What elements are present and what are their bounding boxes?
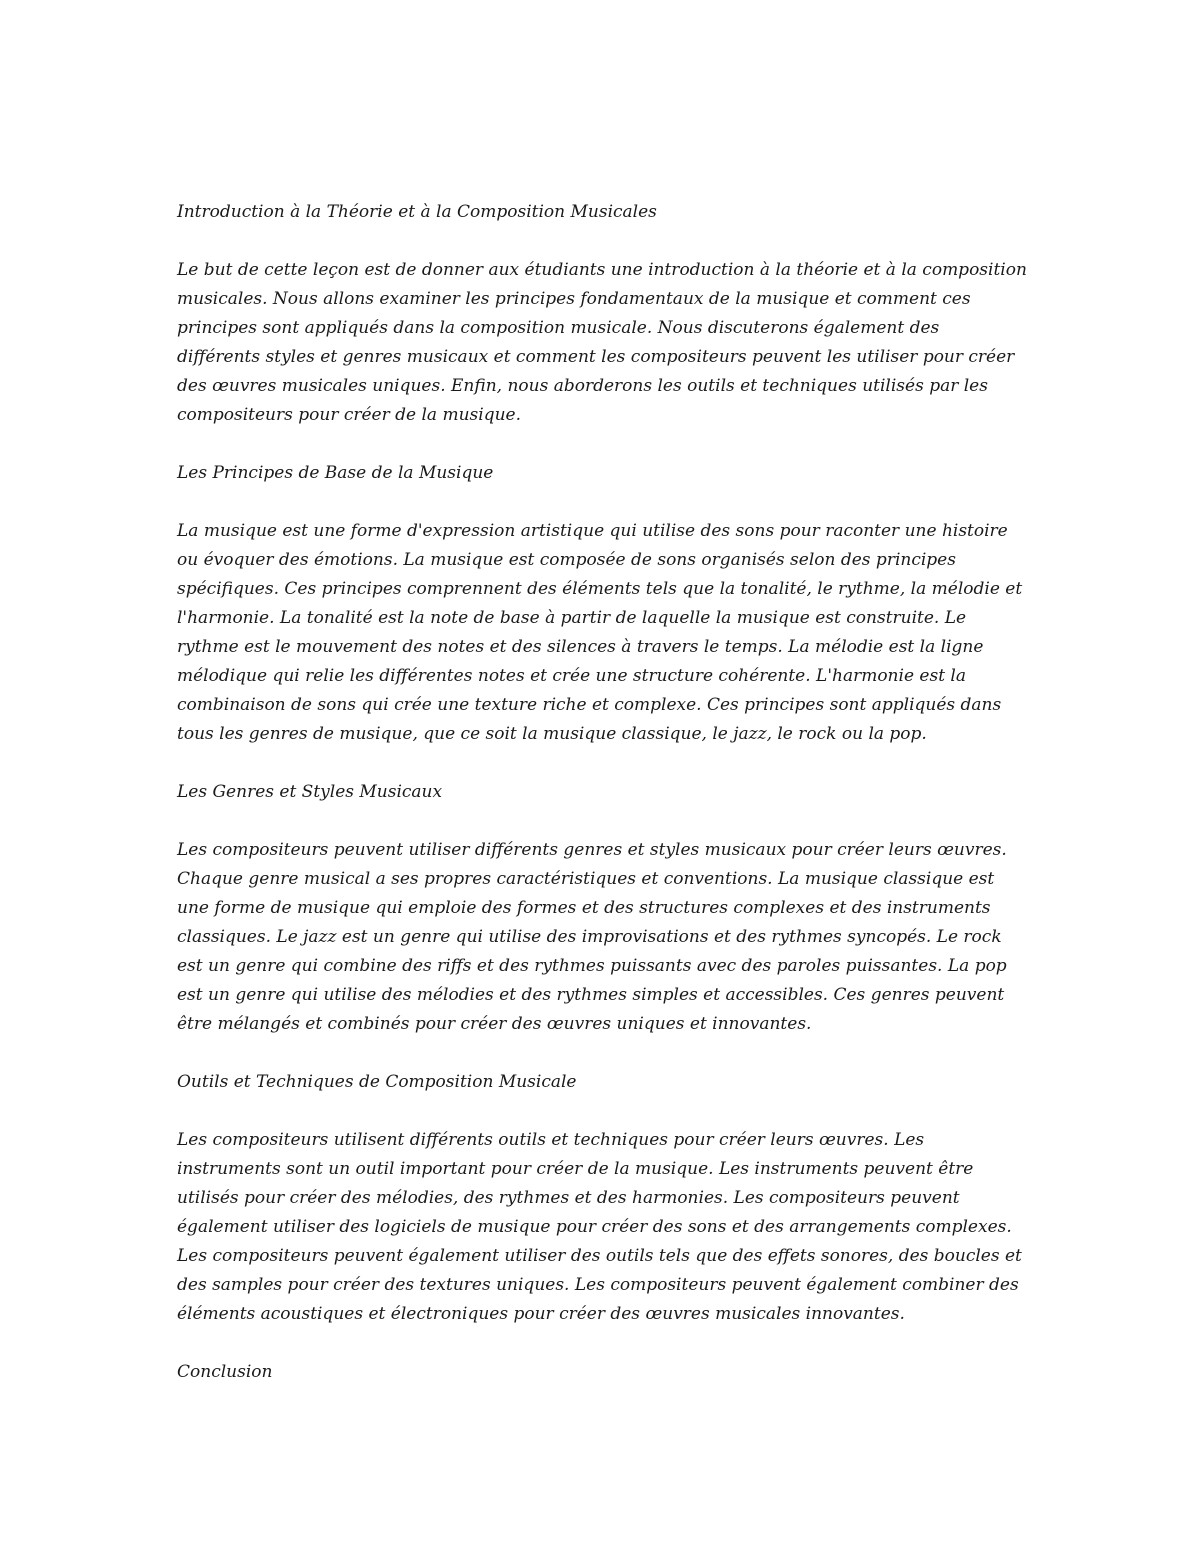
section-heading-outils: Outils et Techniques de Composition Musicale [177, 1072, 577, 1092]
intro-paragraph: Le but de cette leçon est de donner aux étudiants une introduction à la théorie et à la composition musicales. Nous allons examiner les principes fondamentaux de la musique et comment ces principes sont appliqués dans la composition musicale. Nous discuterons également des différents styles et genres musicaux et comment les compositeurs peuvent les utiliser pour créer des œuvres musicales uniques. Enfin, nous aborderons les outils et techniques utilisés par les compositeurs pour créer de la musique. [177, 260, 1027, 425]
section-body-principes: La musique est une forme d'expression artistique qui utilise des sons pour raconter une histoire ou évoquer des émotions. La musique est composée de sons organisés selon des principes spécifiques. Ces principes comprennent des éléments tels que la tonalité, le rythme, la mélodie et l'harmonie. La tonalité est la note de base à partir de laquelle la musique est construite. Le rythme est le mouvement des notes et des silences à travers le temps. La mélodie est la ligne mélodique qui relie les différentes notes et crée une structure cohérente. L'harmonie est la combinaison de sons qui crée une texture riche et complexe. Ces principes sont appliqués dans tous les genres de musique, que ce soit la musique classique, le jazz, le rock ou la pop. [177, 521, 1023, 744]
section-heading-principes: Les Principes de Base de la Musique [177, 463, 494, 483]
section-heading-conclusion: Conclusion [177, 1362, 273, 1382]
section-body-genres: Les compositeurs peuvent utiliser différents genres et styles musicaux pour créer leurs œuvres. Chaque genre musical a ses propres caractéristiques et conventions. La musique classique est une forme de musique qui emploie des formes et des structures complexes et des instruments classiques. Le jazz est un genre qui utilise des improvisations et des rythmes syncopés. Le rock est un genre qui combine des riffs et des rythmes puissants avec des paroles puissantes. La pop est un genre qui utilise des mélodies et des rythmes simples et accessibles. Ces genres peuvent être mélangés et combinés pour créer des œuvres uniques et innovantes. [177, 840, 1007, 1034]
document-body [177, 198, 1027, 1416]
section-body-outils: Les compositeurs utilisent différents outils et techniques pour créer leurs œuvres. Les instruments sont un outil important pour créer de la musique. Les instruments peuvent être utilisés pour créer des mélodies, des rythmes et des harmonies. Les compositeurs peuvent également utiliser des logiciels de musique pour créer des sons et des arrangements complexes. Les compositeurs peuvent également utiliser des outils tels que des effets sonores, des boucles et des samples pour créer des textures uniques. Les compositeurs peuvent également combiner des éléments acoustiques et électroniques pour créer des œuvres musicales innovantes. [177, 1130, 1022, 1324]
document-title: Introduction à la Théorie et à la Composition Musicales [177, 202, 657, 222]
section-heading-genres: Les Genres et Styles Musicaux [177, 782, 443, 802]
